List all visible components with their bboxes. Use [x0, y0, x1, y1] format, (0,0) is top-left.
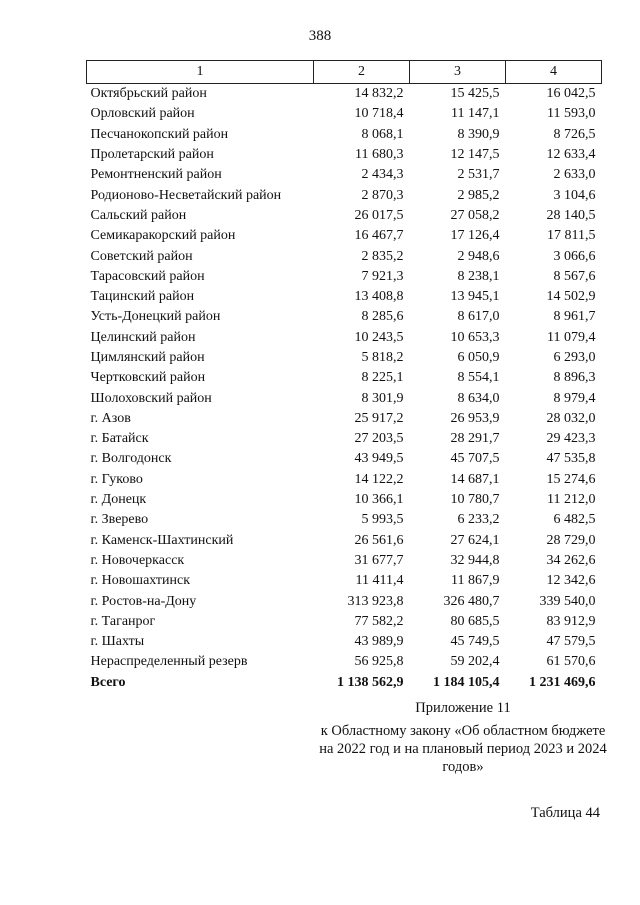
row-name: г. Азов [90, 410, 131, 426]
row-value-col4: 34 262,6 [546, 552, 596, 568]
row-value-col4: 47 535,8 [546, 451, 596, 467]
row-name: г. Волгодонск [90, 451, 172, 467]
table-row [87, 185, 602, 205]
row-value-col4: 3 066,6 [553, 248, 596, 264]
table-row [87, 490, 602, 510]
row-value-col4: 339 540,0 [539, 593, 596, 609]
table-row [87, 632, 602, 652]
row-value-col2: 27 203,5 [354, 431, 404, 447]
row-value-col3: 13 945,1 [450, 289, 500, 305]
row-name: Родионово-Несветайский район [90, 187, 282, 203]
row-value-col2: 10 243,5 [354, 329, 404, 345]
row-value-col3: 12 147,5 [450, 147, 500, 163]
row-value-col4: 28 140,5 [546, 207, 596, 223]
row-value-col3: 8 238,1 [457, 268, 500, 284]
row-name: Октябрьский район [90, 86, 207, 102]
row-value-col4: 6 293,0 [553, 350, 596, 365]
row-value-col2: 10 366,1 [354, 492, 404, 508]
column-header-4: 4 [506, 61, 602, 84]
row-name: г. Таганрог [90, 613, 156, 629]
table-row [87, 510, 602, 530]
row-value-col4: 11 212,0 [547, 492, 596, 508]
column-header-1: 1 [87, 61, 314, 84]
row-name: Чертковский район [90, 370, 206, 386]
row-value-col4: 8 896,3 [553, 370, 596, 386]
table-row [87, 307, 602, 327]
row-value-col4: 8 979,4 [553, 390, 596, 406]
row-name: Нераспределенный резерв [90, 654, 248, 670]
row-value-col3: 10 780,7 [450, 492, 500, 508]
row-name: Советский район [90, 248, 193, 264]
table-row [87, 246, 602, 266]
row-value-col2: 26 561,6 [354, 532, 404, 548]
row-value-col3: 8 554,1 [457, 370, 500, 386]
row-value-col4: 12 633,4 [546, 147, 596, 163]
row-value-col2: 10 718,4 [354, 106, 404, 122]
column-header-2: 2 [314, 61, 410, 84]
row-value-col4: 12 342,6 [546, 573, 596, 589]
row-value-col4: 47 579,5 [546, 634, 596, 650]
row-value-col4: 1 231 469,6 [529, 674, 596, 690]
row-name: Ремонтненский район [90, 167, 222, 183]
row-value-col2: 56 925,8 [354, 654, 404, 670]
table-row [87, 287, 602, 307]
row-value-col3: 80 685,5 [450, 613, 500, 629]
row-value-col4: 28 729,0 [546, 532, 596, 548]
table-row [87, 652, 602, 672]
row-value-col4: 8 567,6 [553, 268, 596, 284]
table-row [87, 206, 602, 226]
row-value-col3: 27 624,1 [450, 532, 500, 548]
row-value-col2: 5 993,5 [361, 512, 404, 528]
row-value-col4: 6 482,5 [553, 512, 596, 528]
table-row [87, 145, 602, 165]
row-name: Сальский район [90, 207, 187, 223]
row-value-col2: 2 434,3 [361, 167, 404, 183]
row-value-col2: 14 122,2 [354, 471, 404, 487]
row-name: Усть-Донецкий район [90, 309, 221, 325]
row-value-col3: 27 058,2 [450, 207, 500, 223]
row-value-col2: 2 870,3 [361, 187, 404, 203]
row-name: Орловский район [90, 106, 195, 122]
table-header-row [87, 61, 602, 84]
table-row [87, 348, 602, 368]
row-value-col4: 11 593,0 [547, 106, 596, 122]
row-value-col3: 11 147,1 [451, 106, 500, 122]
table-row [87, 226, 602, 246]
row-name: г. Ростов-на-Дону [90, 593, 197, 609]
table-row [87, 165, 602, 185]
row-value-col2: 11 680,3 [355, 147, 404, 163]
row-value-col2: 26 017,5 [354, 207, 404, 223]
row-value-col3: 15 425,5 [450, 86, 500, 102]
row-value-col3: 6 233,2 [457, 512, 500, 528]
row-value-col2: 313 923,8 [347, 593, 404, 609]
row-value-col4: 2 633,0 [553, 167, 596, 183]
row-name: Шолоховский район [90, 390, 212, 406]
table-row [87, 551, 602, 571]
row-value-col2: 2 835,2 [361, 248, 404, 264]
row-value-col3: 11 867,9 [451, 573, 500, 589]
appendix-law-reference: к Областному закону «Об областном бюджете на 2022 год и на плановый период 2023 и 2024 годов» [319, 723, 607, 775]
row-value-col2: 77 582,2 [354, 613, 404, 629]
row-value-col2: 43 949,5 [354, 451, 404, 467]
table-row [87, 470, 602, 490]
row-value-col3: 26 953,9 [450, 410, 500, 426]
row-value-col3: 45 707,5 [450, 451, 500, 467]
row-value-col3: 45 749,5 [450, 634, 500, 650]
table-row [87, 531, 602, 551]
row-value-col3: 59 202,4 [450, 654, 500, 670]
table-row-total [87, 673, 602, 693]
row-value-col3: 17 126,4 [450, 228, 500, 244]
table-row [87, 612, 602, 632]
table-row [87, 388, 602, 408]
row-value-col4: 16 042,5 [546, 86, 596, 102]
row-name: Песчанокопский район [90, 126, 229, 142]
row-value-col4: 11 079,4 [547, 329, 596, 345]
row-value-col2: 16 467,7 [354, 228, 404, 244]
row-name: Тацинский район [90, 289, 195, 305]
table-row [87, 409, 602, 429]
table-row [87, 104, 602, 124]
row-value-col2: 1 138 562,9 [337, 674, 404, 690]
column-header-3: 3 [410, 61, 506, 84]
row-value-col3: 8 634,0 [457, 390, 500, 406]
row-value-col3: 8 617,0 [457, 309, 500, 325]
row-name: Семикаракорский район [90, 228, 236, 244]
row-value-col2: 13 408,8 [354, 289, 404, 305]
row-value-col2: 7 921,3 [361, 268, 404, 284]
table-row [87, 267, 602, 287]
appendix-title: Приложение 11 [415, 700, 511, 716]
row-value-col2: 31 677,7 [354, 552, 404, 568]
row-name: г. Гуково [90, 471, 143, 487]
row-value-col2: 8 225,1 [361, 370, 404, 386]
table-row [87, 328, 602, 348]
table-row [87, 125, 602, 145]
row-name: г. Батайск [90, 431, 149, 447]
row-name: г. Каменск-Шахтинский [90, 532, 234, 548]
row-value-col4: 14 502,9 [546, 289, 596, 305]
row-value-col2: 14 832,2 [354, 86, 404, 102]
row-name: г. Шахты [90, 634, 145, 650]
row-name: Целинский район [90, 329, 196, 345]
row-value-col3: 2 531,7 [457, 167, 500, 183]
row-value-col3: 28 291,7 [450, 431, 500, 447]
row-value-col4: 8 726,5 [553, 126, 596, 142]
row-name: Тарасовский район [90, 268, 205, 284]
table-row [87, 571, 602, 591]
row-value-col3: 6 050,9 [457, 350, 500, 365]
row-value-col4: 61 570,6 [546, 654, 596, 670]
row-name: Пролетарский район [90, 147, 214, 163]
row-value-col4: 28 032,0 [546, 410, 596, 426]
row-value-col2: 5 818,2 [361, 350, 404, 365]
row-value-col3: 32 944,8 [450, 552, 500, 568]
row-value-col2: 43 989,9 [354, 634, 404, 650]
table-row [87, 591, 602, 611]
table-reference: Таблица 44 [530, 805, 600, 821]
table-row [87, 84, 602, 105]
row-value-col2: 25 917,2 [354, 410, 404, 426]
row-value-col2: 11 411,4 [355, 573, 404, 589]
row-value-col4: 29 423,3 [546, 431, 596, 447]
row-name: Цимлянский район [90, 350, 205, 365]
row-value-col3: 14 687,1 [450, 471, 500, 487]
row-value-col3: 8 390,9 [457, 126, 500, 142]
row-value-col2: 8 285,6 [361, 309, 404, 325]
row-name: Всего [90, 674, 126, 690]
row-name: г. Донецк [90, 492, 147, 508]
row-value-col3: 10 653,3 [450, 329, 500, 345]
budget-table [86, 60, 602, 693]
row-value-col3: 326 480,7 [443, 593, 500, 609]
table-row [87, 449, 602, 469]
row-value-col3: 1 184 105,4 [433, 674, 500, 690]
row-name: г. Новочеркасск [90, 552, 185, 568]
row-value-col3: 2 985,2 [457, 187, 500, 203]
table-row [87, 429, 602, 449]
row-value-col2: 8 301,9 [361, 390, 404, 406]
page-number: 388 [308, 28, 332, 44]
row-value-col4: 17 811,5 [547, 228, 596, 244]
row-value-col4: 8 961,7 [553, 309, 596, 325]
row-value-col4: 83 912,9 [546, 613, 596, 629]
row-name: г. Новошахтинск [90, 573, 191, 589]
row-value-col2: 8 068,1 [361, 126, 404, 142]
row-name: г. Зверево [90, 512, 149, 528]
table-row [87, 368, 602, 388]
row-value-col3: 2 948,6 [457, 248, 500, 264]
row-value-col4: 3 104,6 [553, 187, 596, 203]
row-value-col4: 15 274,6 [546, 471, 596, 487]
